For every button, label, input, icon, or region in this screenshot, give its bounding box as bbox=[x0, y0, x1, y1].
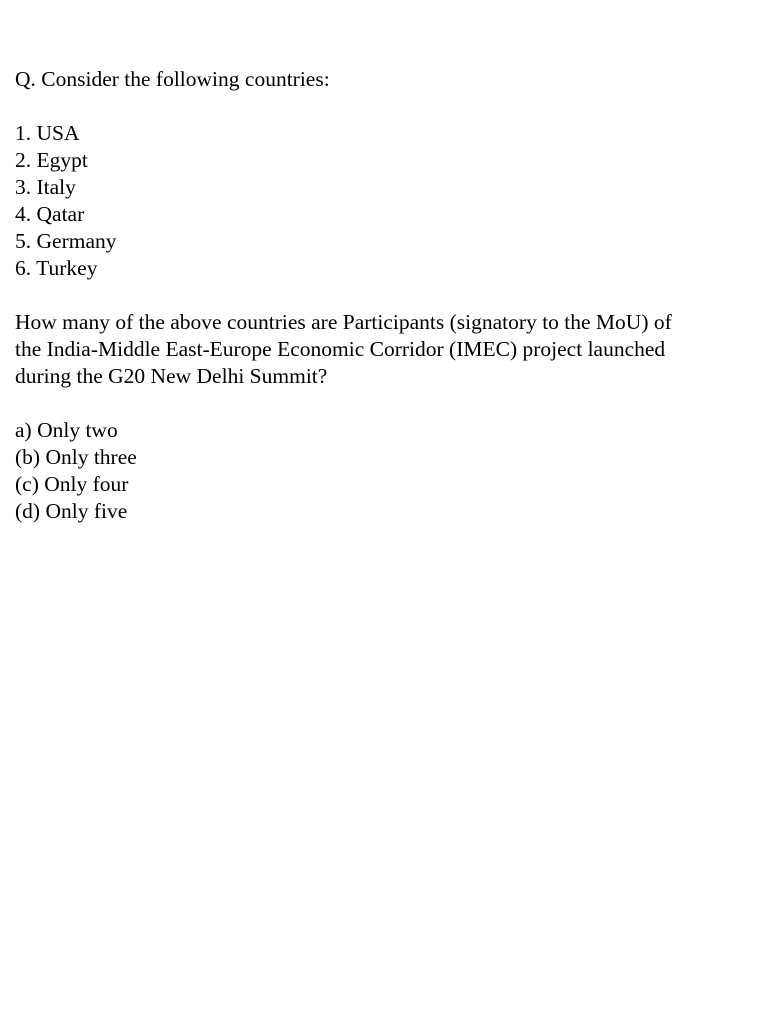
option-a: a) Only two bbox=[15, 418, 118, 442]
list-item: 4. Qatar bbox=[15, 202, 85, 226]
option-d: (d) Only five bbox=[15, 499, 128, 523]
question-text bbox=[15, 309, 740, 390]
answer-options bbox=[15, 417, 740, 525]
question-text-line: How many of the above countries are Participants (signatory to the MoU) of bbox=[15, 310, 672, 334]
country-list bbox=[15, 120, 740, 282]
document-page bbox=[15, 66, 740, 525]
list-item: 1. USA bbox=[15, 121, 80, 145]
list-item: 2. Egypt bbox=[15, 148, 88, 172]
list-item: 5. Germany bbox=[15, 229, 117, 253]
list-item: 3. Italy bbox=[15, 175, 76, 199]
question-stem: Q. Consider the following countries: bbox=[15, 67, 330, 91]
list-item: 6. Turkey bbox=[15, 256, 98, 280]
question-text-line: the India-Middle East-Europe Economic Corridor (IMEC) project launched bbox=[15, 337, 666, 361]
question-text-line: during the G20 New Delhi Summit? bbox=[15, 364, 328, 388]
option-c: (c) Only four bbox=[15, 472, 129, 496]
option-b: (b) Only three bbox=[15, 445, 137, 469]
